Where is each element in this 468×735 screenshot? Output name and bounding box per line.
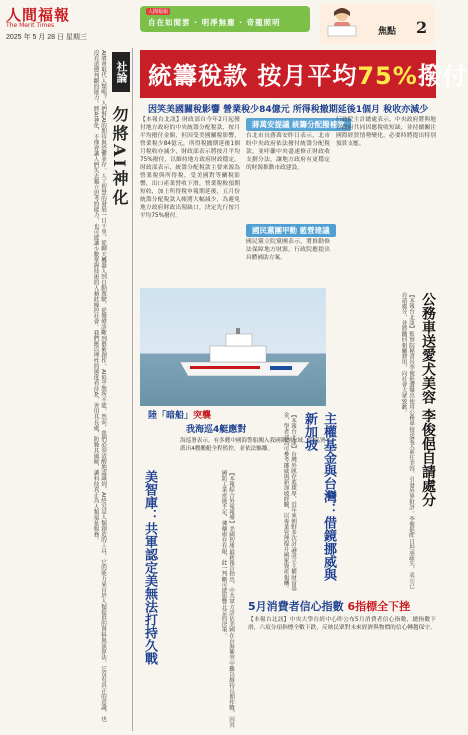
slogan-badge: 人間福報 (148, 9, 169, 15)
newspaper-logo: 人間福報 (6, 6, 71, 24)
ship-image (180, 328, 310, 378)
newspaper-logo-english: The Merit Times (6, 22, 55, 29)
fund-article-body: 【本報台北訊】台灣外匯存底雄厚，近年來朝野多次討論設立主權財富基金，學者認為可參考挪威與新加坡經驗，以專業管理提升國家資產報酬。 (282, 412, 296, 592)
lead-article-col-3: 行政院主計總處表示，中央政府將與地方政府共同因應稅收短缺，並持續關注國際經貿情勢變化，必要時將提出特別預算支應。 (336, 117, 436, 147)
side-text-2: 國民黨立院黨團表示，將推動修法保障地方財源，行政院應提出具體補助方案。 (246, 239, 330, 261)
masthead (6, 4, 136, 42)
side-text-1: 台北市長蔣萬安昨日表示，北市盼中央政府依法撥付統籌分配稅款，並呼籲中央盡速修正財政收支劃分法，讓地方政府有更穩定的財源推動市政建設。 (246, 133, 330, 171)
lead-article-text-2: 財政部表示，統籌分配稅款主要來源為營業稅與所得稅，受美國對等關稅影響，出口產業營收下滑，營業稅較預期短收，加上所得稅申報期延後，五月份統籌分配稅款入帳將大幅減少，為避免地方政府財政出現缺口，決定先行按月平均75%撥付。 (140, 165, 240, 219)
headline-part-3: 撥付 (417, 62, 468, 90)
editorial-column (4, 48, 133, 731)
editorial-tag: 社論 (112, 52, 130, 92)
coast-guard-photo (140, 288, 326, 406)
side-heading-1: 蔣萬安提議 統籌分配撥補款 (246, 118, 351, 131)
page-number: 2 (416, 18, 428, 37)
slogan-text: 自在如閒雲 · 明淨無塵 · 奇龍照明 (148, 18, 281, 27)
headline-banner (140, 50, 468, 98)
photo-title-b: 突襲 (193, 411, 212, 421)
photo-caption-subtitle: 我海巡4艇應對 (186, 425, 247, 435)
section-label: 焦點 (378, 27, 397, 37)
headline-subhead: 因笑美國關稅影響 營業稅少84億元 所得稅撤期延後1個月 稅收亦減少 (148, 105, 429, 115)
poll-heading (248, 598, 410, 614)
headline-percent: 75% (357, 62, 418, 90)
headline (148, 56, 468, 91)
right-article-heading: 公務車送愛犬美容 李俊俋自請處分 (420, 292, 436, 507)
photo-caption-body: 海巡署表示，有多艘中國海警船闖入我國限制水域，海巡署派出4艘艦艇全程監控，並依法驅離。 (180, 438, 326, 452)
poll-heading-b: 6指標全下挫 (347, 600, 411, 613)
lead-article-col-1 (140, 116, 240, 284)
issue-date: 2025 年 5 月 28 日 星期三 (6, 34, 87, 41)
slogan-banner (140, 6, 310, 32)
photo-title-a: 陸「暗船」 (148, 411, 194, 421)
photo-caption-title (148, 408, 211, 421)
reader-illustration-icon (324, 6, 360, 40)
headline-part-2: 按月平均 (257, 62, 358, 90)
poll-heading-a: 5月消費者信心指數 (248, 600, 344, 613)
trade-article-body: 【本報綜合外電報導】美國智庫最新報告指出，中共軍方評估美國在台海衝突中難以維持長期作戰，因其國防工業產能不足，彈藥庫存有限，此一判斷可能影響北京的決策。 (220, 470, 234, 728)
section-header (320, 4, 434, 44)
side-heading-2: 國民黨團甲動 藍營建議 (246, 224, 336, 237)
editorial-body: AI將會取代人類嗎？人們對AI的期待與恐懼並存。人工智慧的發展一日千里，從聊天機器人到自動駕駛，從醫療診斷到藝術創作，AI似乎無所不能。然而，我們必須清醒地認識到，AI終究是人類創造的工具，它的能力來自於人類提供的資料與演算法，它沒有真正的意識，也沒有道德判斷的能力。將AI神化，不僅會讓人們失去獨立思考的能力，也可能讓少數掌握技術的人藉此操控社會。我們應以理性的態度看待AI，善用其長處，防範其風險，讓科技真正為人類福祉服務。 (92, 50, 106, 722)
fund-article-heading: 主權基金與台灣：借鏡挪威與新加坡 (302, 412, 336, 581)
poll-article-body: 【本報台北訊】中央大學台經中心昨公布5月消費者信心指數，總指數下滑，六項分項指標全數下跌，反映民眾對未來經濟與物價的信心轉趨保守。 (248, 617, 436, 631)
trade-article-heading: 美智庫：共軍認定美無法打持久戰 (142, 470, 157, 665)
lead-article-text: 【本報台北訊】財政部自今年2月起撥付地方政府的中央統籌分配稅款，按月平均撥付金額，但因受美國關稅影響，營業稅少84億元，所得稅撤期延後1個月稅收亦減少，財政部表示將按月平均75%撥付，以維持地方政府財政穩定。 (140, 117, 240, 163)
right-article-body: 【本報台北訊】監察院秘書長李俊俋遭爆出使用公務車接送愛犬前往美容，引發外界批評。李俊俋昨日坦承疏失，表示已自請處分，並將繳回相關費用，向社會大眾致歉。 (400, 292, 414, 589)
headline-part-1: 統籌稅款 (148, 62, 248, 90)
editorial-title: 勿將AI神化 (110, 106, 129, 208)
